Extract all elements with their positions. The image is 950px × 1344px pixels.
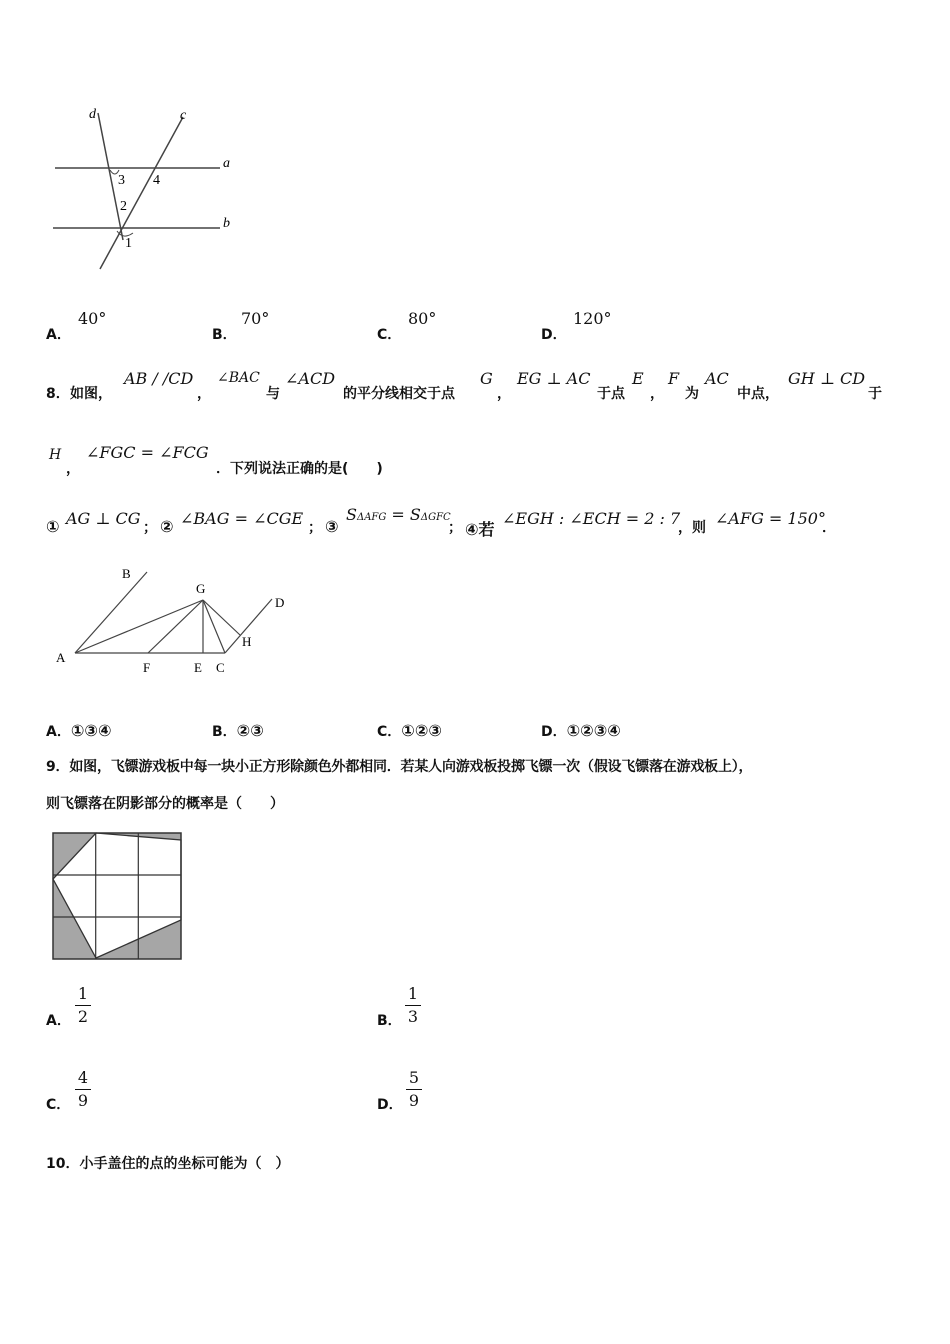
q8-text-6: 于点 xyxy=(597,386,625,402)
segment-fg xyxy=(148,600,203,653)
q8-text-4: 的平分线相交于点 xyxy=(343,386,455,402)
q8-text-8: 为 xyxy=(685,386,699,402)
q9-option-a-letter: A． xyxy=(46,1013,71,1029)
label-C: C xyxy=(216,660,225,675)
label-F: F xyxy=(143,660,151,675)
q8-s1: AG ⊥ CG xyxy=(66,509,141,528)
segment-ab xyxy=(75,572,147,653)
q8-s4: ∠EGH : ∠ECH = 2 : 7 xyxy=(502,509,681,528)
q9-option-a-fraction xyxy=(73,985,93,1026)
q7-option-c-value: 80° xyxy=(408,309,437,328)
q8-option-b-value: ②③ xyxy=(236,721,264,740)
label-d: d xyxy=(89,107,96,122)
q8-math-4: G xyxy=(480,369,493,388)
q8-text-5: ， xyxy=(497,386,511,402)
q8-text-12: ．下列说法正确的是( ) xyxy=(216,461,383,477)
q7-option-a-letter: A． xyxy=(46,327,71,343)
q9-option-d-num: 5 xyxy=(408,1068,420,1087)
q8-math-10: H xyxy=(49,447,62,463)
q8-option-d-value: ①②③④ xyxy=(566,721,621,740)
q8-text-1: 如图， xyxy=(70,386,112,402)
q8-option-c-value: ①②③ xyxy=(401,721,442,740)
q8-text-9: 中点， xyxy=(737,386,779,402)
q8-math-3: ∠ACD xyxy=(285,369,336,388)
q8-s3 xyxy=(346,505,451,524)
q8-option-c-letter: C． xyxy=(377,724,402,740)
label-a: a xyxy=(223,156,230,171)
q9-option-d-fraction xyxy=(404,1069,424,1110)
q8-s3-sub2: ΔGFC xyxy=(420,512,451,523)
q7-option-a-value: 40° xyxy=(78,309,107,328)
q8-sep1: ； xyxy=(143,520,157,536)
label-H: H xyxy=(242,634,252,649)
q7-option-d-value: 120° xyxy=(573,309,612,328)
q9-option-a-num: 1 xyxy=(77,984,89,1003)
q8-math-6: E xyxy=(632,369,644,388)
q8-s3-eq: = S xyxy=(386,505,421,524)
q9-option-d-den: 9 xyxy=(408,1091,420,1110)
q8-math-1: AB / /CD xyxy=(124,369,194,388)
label-E: E xyxy=(194,660,202,675)
q9-option-c-den: 9 xyxy=(77,1091,89,1110)
q8-number: 8． xyxy=(46,386,70,402)
label-1: 1 xyxy=(125,236,132,251)
q8-math-7: F xyxy=(668,369,680,388)
q8-math-5: EG ⊥ AC xyxy=(517,369,591,388)
q8-sep2: ； xyxy=(308,520,322,536)
q7-option-d-letter: D． xyxy=(541,327,567,343)
q8-math-11: ∠FGC = ∠FCG xyxy=(86,443,209,462)
q9-option-b-den: 3 xyxy=(407,1007,419,1026)
q8-option-a xyxy=(46,721,111,741)
q8-s3-mark: ③ xyxy=(325,517,339,536)
q8-s4-then: ，则 xyxy=(678,520,706,536)
fraction-bar xyxy=(75,1005,91,1006)
q9-option-c-letter: C． xyxy=(46,1097,71,1113)
q8-text-11: ， xyxy=(66,461,80,477)
fraction-bar xyxy=(405,1005,421,1006)
label-G: G xyxy=(196,581,206,596)
q8-s3-sub1: ΔAFG xyxy=(356,512,387,523)
line-c xyxy=(100,117,183,269)
q8-option-b-letter: B． xyxy=(212,724,237,740)
q8-end: ． xyxy=(822,520,836,536)
q8-option-d xyxy=(541,721,621,741)
fraction-bar xyxy=(75,1089,91,1090)
q8-sep3: ； xyxy=(448,520,462,536)
label-3: 3 xyxy=(118,173,125,188)
label-B: B xyxy=(122,566,131,581)
q8-text-3: 与 xyxy=(266,386,280,402)
q8-text-2: ， xyxy=(197,386,211,402)
q8-s2-mark: ② xyxy=(160,517,174,536)
q8-s4-mark: ④若 xyxy=(465,520,495,539)
q8-option-a-value: ①③④ xyxy=(70,721,112,740)
q8-math-2: ∠BAC xyxy=(217,370,260,386)
q8-s2: ∠BAG = ∠CGE xyxy=(180,509,304,528)
q9-option-b-fraction xyxy=(403,985,423,1026)
label-D: D xyxy=(275,595,285,610)
q8-text-7: ， xyxy=(650,386,664,402)
q9-option-b-num: 1 xyxy=(407,984,419,1003)
segment-cg xyxy=(203,600,225,653)
q9-option-c-fraction xyxy=(73,1069,93,1110)
label-c: c xyxy=(180,108,187,123)
q7-option-b-letter: B． xyxy=(212,327,237,343)
q10-text: 10．小手盖住的点的坐标可能为（ ） xyxy=(46,1156,290,1172)
label-2: 2 xyxy=(120,199,127,214)
q8-math-8: AC xyxy=(705,369,729,388)
q8-text-10: 于 xyxy=(868,386,882,402)
label-4: 4 xyxy=(153,173,160,188)
q8-figure xyxy=(50,560,300,680)
label-b: b xyxy=(223,216,230,231)
q9-option-a-den: 2 xyxy=(77,1007,89,1026)
q7-option-b-value: 70° xyxy=(241,309,270,328)
q8-s4-result: ∠AFG = 150° xyxy=(715,509,826,528)
q7-option-c-letter: C． xyxy=(377,327,402,343)
q7-figure xyxy=(45,100,245,275)
segment-gh xyxy=(203,600,240,635)
q8-option-c xyxy=(377,721,442,741)
segment-ag xyxy=(75,600,203,653)
q8-s3-s1: S xyxy=(346,505,357,524)
q9-option-b-letter: B． xyxy=(377,1013,402,1029)
q8-math-9: GH ⊥ CD xyxy=(788,369,866,388)
label-A: A xyxy=(56,650,66,665)
q9-line-1: 9．如图，飞镖游戏板中每一块小正方形除颜色外都相同．若某人向游戏板投掷飞镖一次（假设飞镖落在游戏板上）， xyxy=(46,759,753,775)
fraction-bar xyxy=(406,1089,422,1090)
q8-option-a-letter: A． xyxy=(46,724,71,740)
q9-option-c-num: 4 xyxy=(77,1068,89,1087)
q8-option-d-letter: D． xyxy=(541,724,567,740)
q9-line-2: 则飞镖落在阴影部分的概率是（ ） xyxy=(46,796,284,812)
q9-dartboard xyxy=(52,832,184,962)
q8-option-b xyxy=(212,721,264,741)
q9-option-d-letter: D． xyxy=(377,1097,403,1113)
q8-s1-mark: ① xyxy=(46,517,60,536)
